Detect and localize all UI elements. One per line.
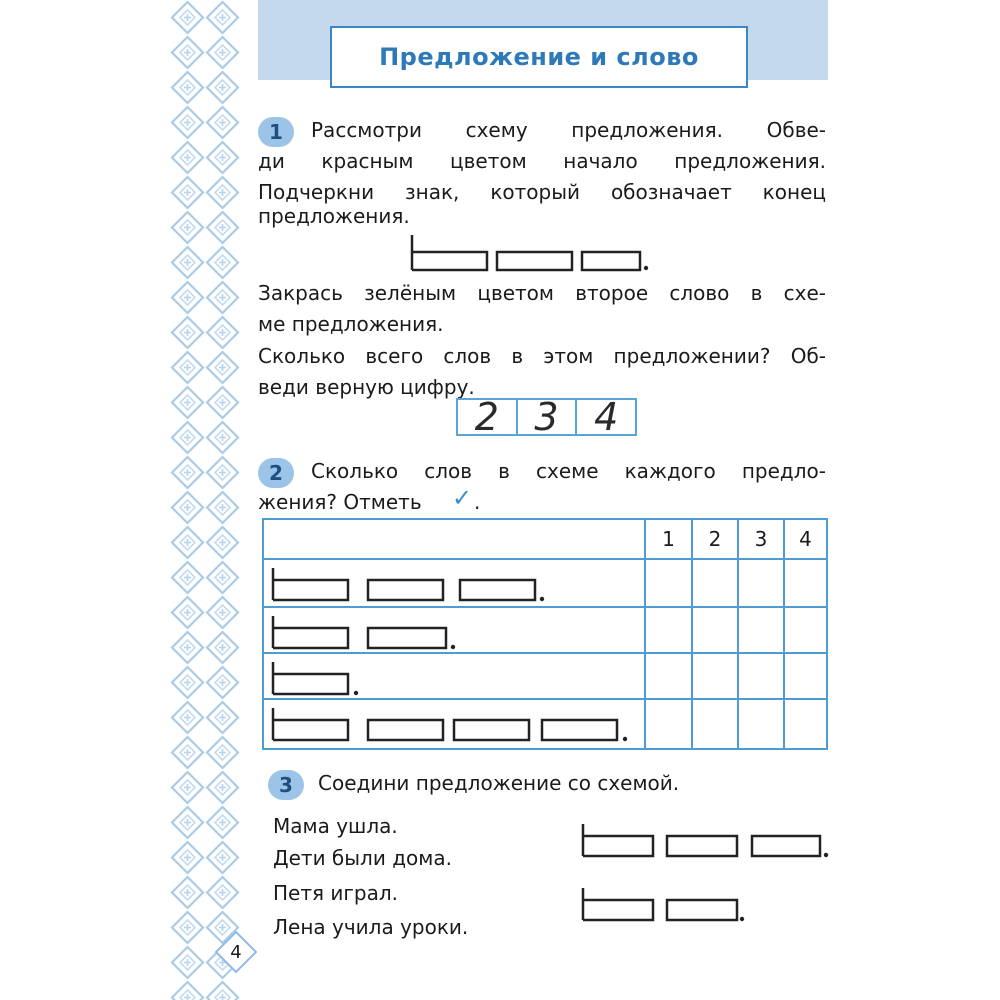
ornament-pattern-icon [170, 0, 240, 1000]
task-1-para2-line-2: ме предложения. [258, 312, 444, 336]
sentence-4[interactable]: Лена учила уроки. [273, 915, 469, 939]
ornament-border [170, 0, 240, 1000]
table-schema-two-words [270, 614, 470, 654]
task-1-para2-line-1: Закрась зелёным цветом второе слово в схе- [258, 281, 826, 305]
task-3-instruction: Соедини предложение со схемой. [318, 771, 680, 795]
task-1-para3-line-2: веди верную цифру. [258, 375, 475, 399]
task-1-line-3: Подчеркни знак, который обозначает конец [258, 180, 826, 204]
digit-choice-4[interactable]: 4 [594, 395, 619, 439]
task-2-line-2: жения? Отметь [258, 490, 422, 514]
task-2-line-end: . [474, 490, 481, 514]
digit-choice-2[interactable]: 2 [458, 400, 518, 434]
page-number-text: 4 [230, 941, 242, 963]
sentence-1[interactable]: Мама ушла. [273, 814, 398, 838]
match-schema-two-words[interactable] [580, 886, 750, 926]
check-mark-icon: ✓ [452, 484, 473, 512]
column-header-1: 1 [662, 527, 675, 551]
page-number [214, 930, 258, 974]
sentence-2[interactable]: Дети были дома. [273, 846, 452, 870]
task-3-badge: 3 [268, 770, 304, 800]
column-header-4: 4 [799, 527, 812, 551]
match-schema-three-words[interactable] [580, 822, 830, 862]
title-box [330, 26, 748, 88]
sentence-3[interactable]: Петя играл. [273, 881, 398, 905]
task-1-line-2: ди красным цветом начало предложения. [258, 149, 826, 173]
task-1-para3-line-1: Сколько всего слов в этом предложении? Об- [258, 344, 826, 368]
table-schema-three-words [270, 566, 550, 606]
task-2-badge: 2 [258, 458, 294, 488]
task-1-line-1: Рассмотри схему предложения. Обве- [311, 118, 826, 142]
column-header-2: 2 [708, 527, 722, 551]
task-1-line-4: предложения. [258, 204, 410, 228]
column-header-3: 3 [754, 527, 768, 551]
digit-choices [456, 395, 637, 439]
task-1-badge: 1 [258, 117, 294, 147]
count-table [262, 518, 828, 750]
digit-choice-3[interactable]: 3 [518, 400, 578, 434]
table-schema-one-word [270, 660, 380, 700]
table-schema-four-words [270, 706, 640, 746]
page-title: Предложение и слово [379, 43, 699, 71]
task-2-line-1: Сколько слов в схеме каждого предло- [311, 459, 826, 483]
sentence-schema-three-words [409, 232, 649, 277]
